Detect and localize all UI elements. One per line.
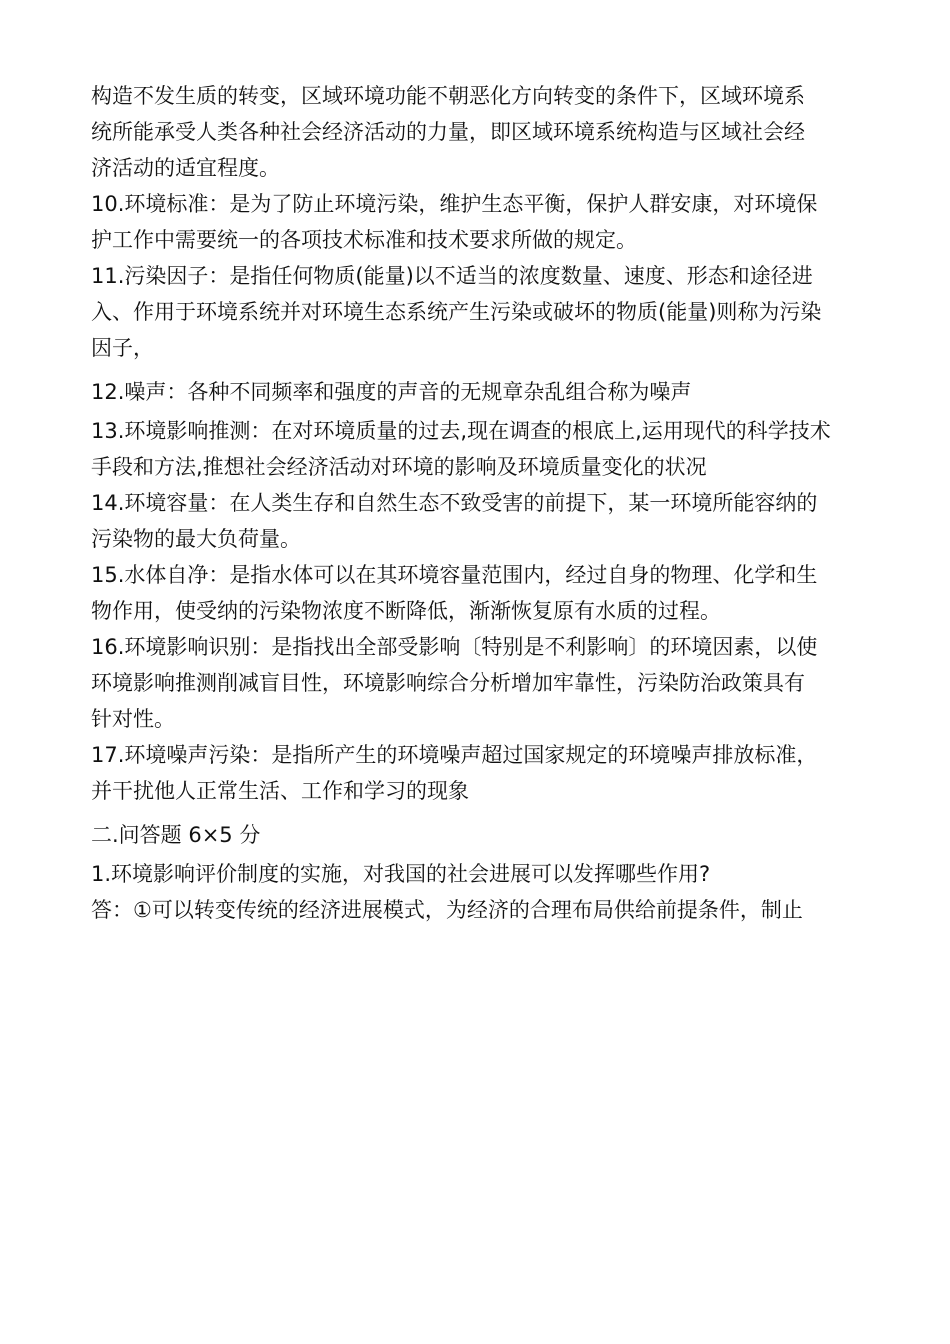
text-line: 13.环境影响推测：在对环境质量的过去,现在调查的根底上,运用现代的科学技术: [91, 419, 831, 443]
text-line: 答：①可以转变传统的经济进展模式，为经济的合理布局供给前提条件，制止: [91, 898, 803, 922]
text-line: 12.噪声：各种不同频率和强度的声音的无规章杂乱组合称为噪声: [91, 380, 692, 404]
document-body: [91, 78, 871, 928]
text-line: 二.问答题 6×5 分: [91, 823, 261, 847]
text-line: 14.环境容量：在人类生存和自然生态不致受害的前提下，某一环境所能容纳的: [91, 491, 818, 515]
definition-item-14: [91, 485, 871, 557]
text-line: 构造不发生质的转变，区域环境功能不朝恶化方向转变的条件下，区域环境系: [91, 84, 805, 108]
definition-item-11: [91, 258, 871, 366]
text-line: 11.污染因子：是指任何物质(能量)以不适当的浓度数量、速度、形态和途径进: [91, 264, 813, 288]
text-line: 环境影响推测削减盲目性，环境影响综合分析增加牢靠性，污染防治政策具有: [91, 671, 805, 695]
paragraph-continuation: [91, 78, 871, 186]
text-line: 17.环境噪声污染：是指所产生的环境噪声超过国家规定的环境噪声排放标准，: [91, 743, 818, 767]
text-line: 15.水体自净：是指水体可以在其环境容量范围内，经过自身的物理、化学和生: [91, 563, 818, 587]
text-line: 针对性。: [91, 707, 175, 731]
definition-item-12: [91, 374, 871, 410]
text-line: 污染物的最大负荷量。: [91, 527, 301, 551]
text-line: 物作用，使受纳的污染物浓度不断降低，渐渐恢复原有水质的过程。: [91, 599, 721, 623]
text-line: 入、作用于环境系统并对环境生态系统产生污染或破坏的物质(能量)则称为污染: [91, 300, 822, 324]
definition-item-16: [91, 629, 871, 737]
definition-item-13: [91, 413, 871, 485]
text-line: 1.环境影响评价制度的实施，对我国的社会进展可以发挥哪些作用?: [91, 862, 711, 886]
text-line: 并干扰他人正常生活、工作和学习的现象: [91, 779, 469, 803]
definition-item-17: [91, 737, 871, 809]
text-line: 护工作中需要统一的各项技术标准和技术要求所做的规定。: [91, 228, 637, 252]
text-line: 16.环境影响识别：是指找出全部受影响〔特别是不利影响〕的环境因素，以使: [91, 635, 818, 659]
text-line: 10.环境标准：是为了防止环境污染，维护生态平衡，保护人群安康，对环境保: [91, 192, 818, 216]
definition-item-15: [91, 557, 871, 629]
question-item-1: [91, 856, 871, 892]
text-line: 统所能承受人类各种社会经济活动的力量，即区域环境系统构造与区域社会经: [91, 120, 805, 144]
section-heading: [91, 817, 871, 853]
text-line: 济活动的适宜程度。: [91, 156, 280, 180]
definition-item-10: [91, 186, 871, 258]
answer-item-1: [91, 892, 871, 928]
text-line: 手段和方法,推想社会经济活动对环境的影响及环境质量变化的状况: [91, 455, 707, 479]
text-line: 因子，: [91, 336, 154, 360]
